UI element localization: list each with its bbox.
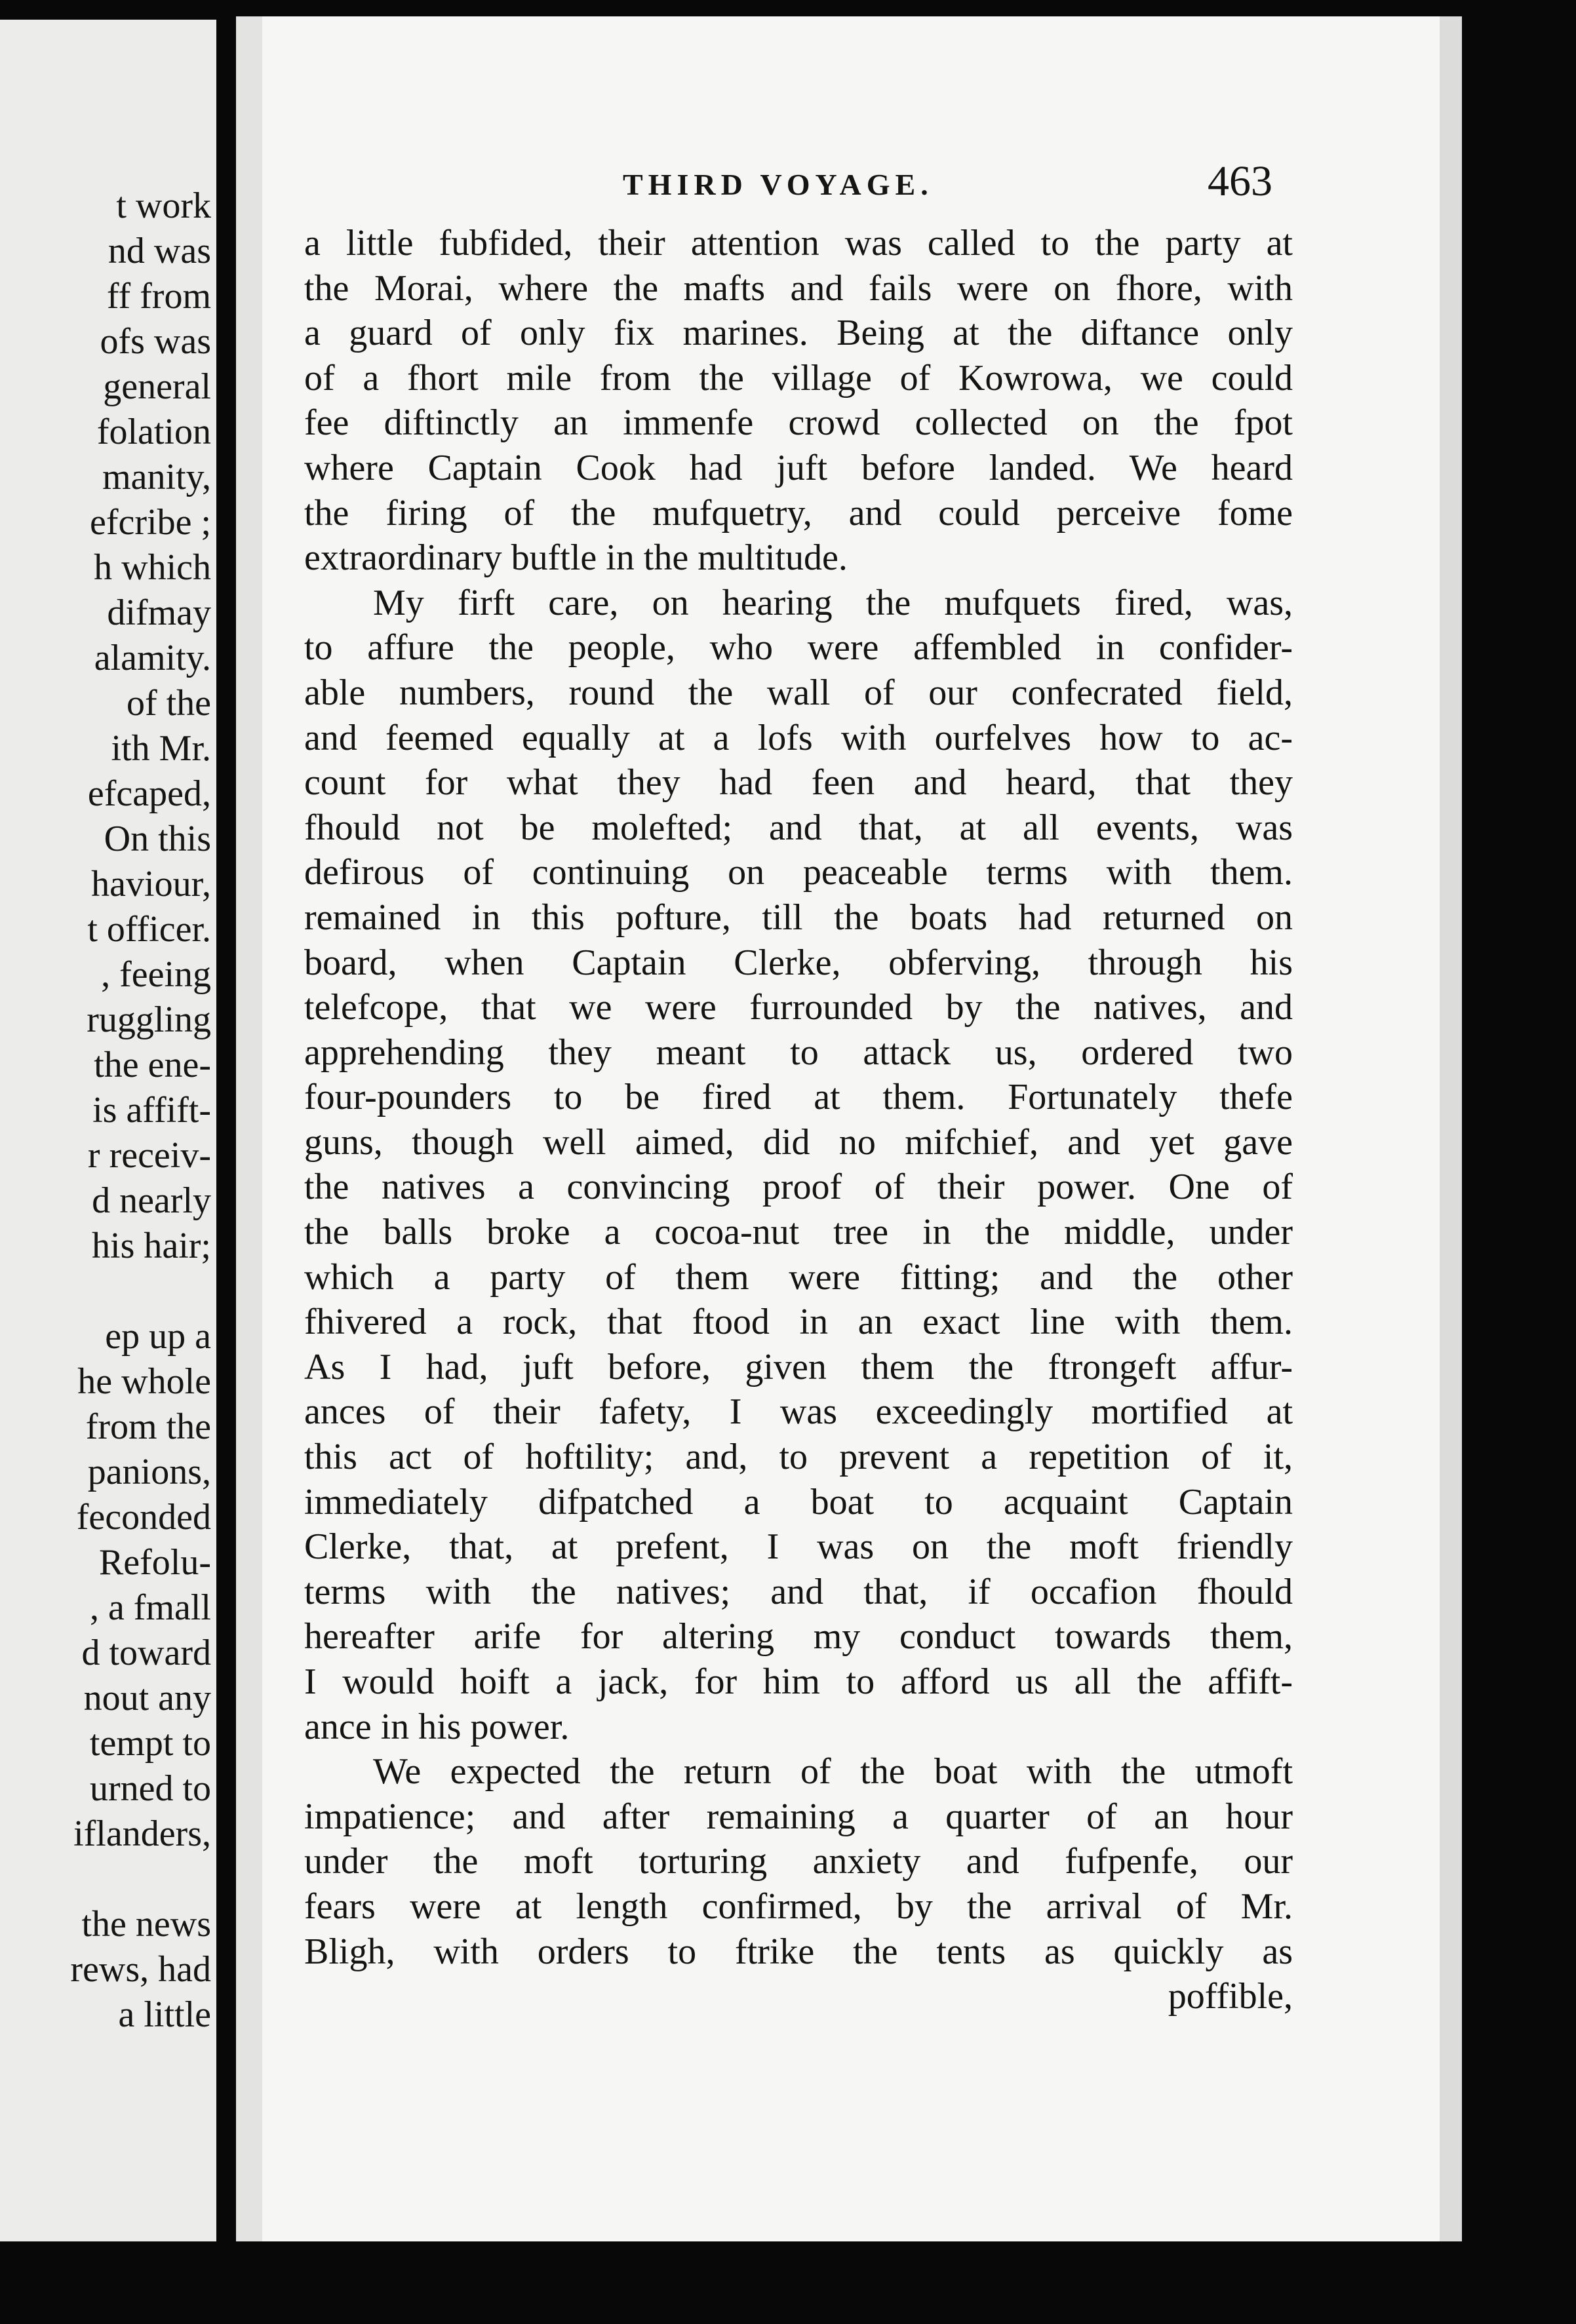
text-line: Clerke, that, at prefent, I was on the moft friendly: [304, 1526, 1293, 1568]
text-line: impatience; and after remaining a quarter of an hour: [304, 1796, 1293, 1837]
blank-line: [70, 1857, 211, 1902]
previous-page-line: r receiv-: [87, 1135, 211, 1176]
previous-page-line: alamity.: [94, 638, 211, 678]
text-line: As I had, juft before, given them the ftrongeft affur-: [304, 1346, 1293, 1387]
previous-page-line: the ene-: [94, 1045, 211, 1085]
page-header: [236, 157, 1462, 213]
previous-page-line: panions,: [87, 1452, 211, 1492]
previous-page-line: he whole: [77, 1361, 211, 1402]
previous-page-line: from the: [85, 1406, 211, 1447]
text-line: hereafter arife for altering my conduct towards them,: [304, 1616, 1293, 1657]
previous-page-line: efcaped,: [87, 773, 211, 814]
previous-page-line: efcribe ;: [90, 502, 211, 543]
text-line: a guard of only fix marines. Being at the diftance only: [304, 313, 1293, 354]
text-line: the firing of the mufquetry, and could perceive fome: [304, 492, 1293, 533]
previous-page-line: ofs was: [100, 321, 211, 362]
previous-page-line: iflanders,: [73, 1813, 211, 1854]
previous-page-line: haviour,: [91, 864, 211, 904]
text-line: the balls broke a cocoa-nut tree in the middle, under: [304, 1212, 1293, 1253]
text-line: fhivered a rock, that ftood in an exact line with them.: [304, 1302, 1293, 1343]
previous-page-line: ith Mr.: [111, 728, 211, 769]
text-line: immediately difpatched a boat to acquaint Captain: [304, 1481, 1293, 1522]
previous-page-line: ep up a: [105, 1316, 211, 1357]
book-page: [236, 16, 1462, 2241]
text-line: the natives a convincing proof of their power. One of: [304, 1167, 1293, 1208]
text-line: poffible,: [1168, 1976, 1293, 2017]
text-line: extraordinary buftle in the multitude.: [304, 537, 848, 579]
text-line: which a party of them were fitting; and the other: [304, 1256, 1293, 1298]
body-text: [304, 221, 1293, 2019]
text-line: the Morai, where the mafts and fails were on fhore, with: [304, 267, 1293, 309]
previous-page-line: nd was: [108, 231, 211, 271]
text-line: We expected the return of the boat with the utmoft: [373, 1751, 1293, 1792]
text-line: under the moft torturing anxiety and fufpenfe, our: [304, 1841, 1293, 1882]
previous-page-line: difmay: [107, 592, 211, 633]
previous-page-line: the news: [81, 1904, 211, 1945]
gutter-shadow: [236, 16, 262, 2241]
previous-page-line: is affift-: [92, 1090, 211, 1131]
text-line: defirous of continuing on peaceable terms with them.: [304, 852, 1293, 893]
text-line: a little fubfided, their attention was called to the party at: [304, 223, 1293, 263]
text-line: of a fhort mile from the village of Kowrowa, we could: [304, 357, 1293, 398]
previous-page-line: feconded: [76, 1497, 211, 1538]
previous-page-line: t officer.: [87, 909, 211, 950]
text-line: four-pounders to be fired at them. Fortunately thefe: [304, 1077, 1293, 1118]
text-line: fee diftinctly an immenfe crowd collected on the fpot: [304, 402, 1293, 444]
previous-page-line: of the: [126, 683, 211, 724]
previous-page-line: tempt to: [89, 1723, 211, 1764]
page-number: 463: [1208, 157, 1272, 205]
text-line: terms with the natives; and that, if occafion fhould: [304, 1571, 1293, 1612]
previous-page-line: manity,: [102, 457, 211, 497]
previous-page-text: [70, 184, 211, 2038]
previous-page-line: rews, had: [70, 1949, 211, 1990]
previous-page-line: ruggling: [87, 999, 211, 1040]
text-line: My firft care, on hearing the mufquets fired, was,: [373, 582, 1293, 623]
blank-line: [70, 1269, 211, 1314]
text-line: board, when Captain Clerke, obferving, through his: [304, 942, 1293, 983]
previous-page-line: d toward: [81, 1633, 211, 1673]
previous-page-line: nout any: [83, 1678, 211, 1718]
previous-page-line: , feeing: [101, 954, 211, 995]
text-line: guns, though well aimed, did no mifchief, and yet gave: [304, 1121, 1293, 1163]
previous-page-line: folation: [96, 412, 211, 452]
previous-page-line: a little: [118, 1994, 211, 2035]
previous-page-line: t work: [116, 185, 211, 226]
previous-page-line: his hair;: [92, 1226, 211, 1266]
running-title: THIRD VOYAGE.: [623, 168, 934, 201]
previous-page-line: , a fmall: [89, 1587, 211, 1628]
text-line: where Captain Cook had juft before landed. We heard: [304, 447, 1293, 488]
text-line: to affure the people, who were affembled in confider-: [304, 627, 1293, 668]
previous-page-line: Refolu-: [98, 1542, 211, 1583]
text-line: count for what they had feen and heard, that they: [304, 762, 1293, 804]
previous-page-line: urned to: [89, 1768, 211, 1809]
text-line: fears were at length confirmed, by the arrival of Mr.: [304, 1886, 1293, 1927]
text-line: able numbers, round the wall of our confecrated field,: [304, 672, 1293, 713]
text-line: ances of their fafety, I was exceedingly mortified at: [304, 1391, 1293, 1433]
text-line: remained in this pofture, till the boats had returned on: [304, 897, 1293, 938]
previous-page-line: h which: [94, 547, 211, 588]
previous-page-line: On this: [104, 819, 211, 859]
text-line: fhould not be molefted; and that, at all events, was: [304, 807, 1293, 848]
page-edge: [1440, 16, 1462, 2241]
text-line: this act of hoftility; and, to prevent a repetition of it,: [304, 1437, 1293, 1478]
previous-page-line: d nearly: [92, 1180, 211, 1221]
previous-page-line: general: [103, 366, 211, 407]
previous-page-line: ff from: [106, 276, 211, 317]
previous-page-fragment: [0, 20, 216, 2241]
text-line: and feemed equally at a lofs with ourfelves how to ac-: [304, 717, 1293, 758]
text-line: ance in his power.: [304, 1706, 570, 1747]
text-line: apprehending they meant to attack us, ordered two: [304, 1032, 1293, 1073]
text-line: Bligh, with orders to ftrike the tents as quickly as: [304, 1931, 1293, 1972]
text-line: I would hoift a jack, for him to afford us all the affift-: [304, 1661, 1293, 1702]
text-line: telefcope, that we were furrounded by the natives, and: [304, 987, 1293, 1028]
